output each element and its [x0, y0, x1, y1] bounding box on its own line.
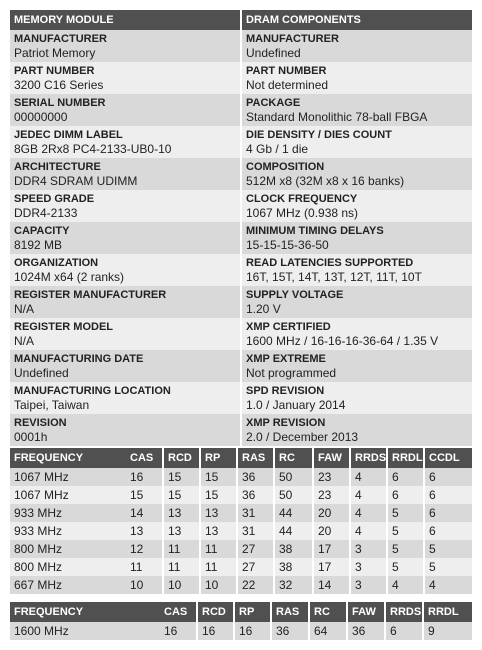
spd-info-columns — [10, 10, 472, 446]
table-cell: 5 — [387, 558, 424, 576]
field-label: COMPOSITION — [246, 161, 325, 173]
table-cell: 32 — [274, 576, 313, 594]
jedec-col-rrds: RRDS — [350, 448, 387, 468]
dram-components-section — [242, 10, 472, 446]
memory-module-header: MEMORY MODULE — [10, 10, 240, 30]
table-cell: 13 — [200, 522, 237, 540]
table-cell: 17 — [313, 540, 350, 558]
table-cell: 16 — [160, 622, 197, 640]
field-value: 1.0 / January 2014 — [246, 398, 346, 412]
table-cell: 13 — [163, 522, 200, 540]
xmp-col-rc: RC — [309, 602, 347, 622]
memory-module-field-part-number — [10, 62, 240, 94]
jedec-col-rp: RP — [200, 448, 237, 468]
field-label: JEDEC DIMM LABEL — [14, 129, 123, 141]
memory-module-field-serial-number — [10, 94, 240, 126]
field-value: 8GB 2Rx8 PC4-2133-UB0-10 — [14, 142, 172, 156]
dram-field-clock-frequency — [242, 190, 472, 222]
field-value: Undefined — [246, 46, 301, 60]
jedec-col-ccdl: CCDL — [424, 448, 472, 468]
table-cell: 4 — [350, 486, 387, 504]
field-label: REVISION — [14, 417, 67, 429]
field-value: N/A — [14, 334, 35, 348]
table-row — [10, 468, 472, 486]
field-value: 16T, 15T, 14T, 13T, 12T, 11T, 10T — [246, 270, 422, 284]
field-value: Taipei, Taiwan — [14, 398, 90, 412]
memory-module-field-manufacturer — [10, 30, 240, 62]
table-cell: 11 — [163, 540, 200, 558]
xmp-col-rp: RP — [234, 602, 271, 622]
table-cell: 10 — [126, 576, 163, 594]
dram-field-part-number — [242, 62, 472, 94]
table-row — [10, 486, 472, 504]
xmp-col-faw: FAW — [347, 602, 385, 622]
table-cell: 6 — [424, 468, 472, 486]
jedec-col-ras: RAS — [237, 448, 274, 468]
field-value: 3200 C16 Series — [14, 78, 104, 92]
table-cell: 11 — [126, 558, 163, 576]
field-label: SPD REVISION — [246, 385, 325, 397]
field-value: 15-15-15-36-50 — [246, 238, 329, 252]
table-cell: 3 — [350, 558, 387, 576]
dram-field-composition — [242, 158, 472, 190]
table-cell: 933 MHz — [10, 504, 126, 522]
jedec-col-faw: FAW — [313, 448, 350, 468]
field-label: SERIAL NUMBER — [14, 97, 106, 109]
memory-module-field-capacity — [10, 222, 240, 254]
field-label: REGISTER MODEL — [14, 321, 114, 333]
table-cell: 4 — [350, 504, 387, 522]
table-row — [10, 576, 472, 594]
table-cell: 5 — [424, 540, 472, 558]
memory-module-field-manufacturing-date — [10, 350, 240, 382]
table-cell: 15 — [200, 486, 237, 504]
xmp-col-rrdl: RRDL — [423, 602, 472, 622]
table-cell: 6 — [424, 522, 472, 540]
xmp-col-frequency: FREQUENCY — [10, 602, 160, 622]
table-cell: 12 — [126, 540, 163, 558]
table-cell: 36 — [347, 622, 385, 640]
dram-field-package — [242, 94, 472, 126]
table-cell: 800 MHz — [10, 558, 126, 576]
table-cell: 4 — [350, 522, 387, 540]
table-cell: 3 — [350, 540, 387, 558]
jedec-col-frequency: FREQUENCY — [10, 448, 126, 468]
table-cell: 36 — [237, 486, 274, 504]
field-label: CAPACITY — [14, 225, 70, 237]
field-value: 1.20 V — [246, 302, 281, 316]
memory-module-field-manufacturing-location — [10, 382, 240, 414]
table-cell: 800 MHz — [10, 540, 126, 558]
table-cell: 5 — [424, 558, 472, 576]
table-row — [10, 540, 472, 558]
field-label: MANUFACTURING DATE — [14, 353, 144, 365]
field-value: 2.0 / December 2013 — [246, 430, 359, 444]
table-cell: 38 — [274, 540, 313, 558]
table-cell: 15 — [163, 468, 200, 486]
field-label: MANUFACTURING LOCATION — [14, 385, 171, 397]
dram-field-xmp-certified — [242, 318, 472, 350]
field-value: 512M x8 (32M x8 x 16 banks) — [246, 174, 405, 188]
memory-module-field-speed-grade — [10, 190, 240, 222]
table-cell: 27 — [237, 558, 274, 576]
table-cell: 4 — [350, 468, 387, 486]
table-cell: 5 — [387, 522, 424, 540]
memory-module-field-register-model — [10, 318, 240, 350]
table-cell: 17 — [313, 558, 350, 576]
field-label: SUPPLY VOLTAGE — [246, 289, 344, 301]
table-cell: 13 — [200, 504, 237, 522]
field-label: MANUFACTURER — [14, 33, 107, 45]
field-label: PART NUMBER — [14, 65, 95, 77]
table-row — [10, 504, 472, 522]
memory-module-field-organization — [10, 254, 240, 286]
dram-field-xmp-revision — [242, 414, 472, 446]
table-cell: 933 MHz — [10, 522, 126, 540]
dram-field-read-latencies-supported — [242, 254, 472, 286]
field-label: XMP REVISION — [246, 417, 326, 429]
table-row — [10, 558, 472, 576]
dram-field-minimum-timing-delays — [242, 222, 472, 254]
table-cell: 15 — [163, 486, 200, 504]
field-value: DDR4-2133 — [14, 206, 78, 220]
table-cell: 50 — [274, 468, 313, 486]
xmp-col-ras: RAS — [271, 602, 309, 622]
table-row — [10, 622, 472, 640]
field-label: XMP CERTIFIED — [246, 321, 331, 333]
field-value: 1600 MHz / 16-16-16-36-64 / 1.35 V — [246, 334, 439, 348]
table-cell: 4 — [387, 576, 424, 594]
table-cell: 31 — [237, 522, 274, 540]
xmp-timings-table — [10, 602, 472, 640]
dram-field-supply-voltage — [242, 286, 472, 318]
jedec-col-rrdl: RRDL — [387, 448, 424, 468]
field-value: 4 Gb / 1 die — [246, 142, 309, 156]
table-cell: 5 — [387, 540, 424, 558]
jedec-col-rc: RC — [274, 448, 313, 468]
dram-field-die-density-dies-count — [242, 126, 472, 158]
xmp-col-rcd: RCD — [197, 602, 234, 622]
table-cell: 27 — [237, 540, 274, 558]
field-value: Not programmed — [246, 366, 337, 380]
field-label: MINIMUM TIMING DELAYS — [246, 225, 384, 237]
table-cell: 5 — [387, 504, 424, 522]
table-cell: 15 — [126, 486, 163, 504]
table-cell: 11 — [163, 558, 200, 576]
jedec-col-cas: CAS — [126, 448, 163, 468]
table-cell: 6 — [387, 468, 424, 486]
field-label: REGISTER MANUFACTURER — [14, 289, 167, 301]
dram-field-spd-revision — [242, 382, 472, 414]
dram-field-manufacturer — [242, 30, 472, 62]
field-value: N/A — [14, 302, 35, 316]
dram-field-xmp-extreme — [242, 350, 472, 382]
table-cell: 11 — [200, 558, 237, 576]
field-label: ORGANIZATION — [14, 257, 99, 269]
memory-module-field-revision — [10, 414, 240, 446]
table-cell: 22 — [237, 576, 274, 594]
memory-module-section — [10, 10, 240, 446]
table-cell: 1067 MHz — [10, 468, 126, 486]
field-label: READ LATENCIES SUPPORTED — [246, 257, 414, 269]
table-cell: 23 — [313, 468, 350, 486]
xmp-col-cas: CAS — [160, 602, 197, 622]
table-cell: 14 — [313, 576, 350, 594]
field-value: 0001h — [14, 430, 48, 444]
field-label: MANUFACTURER — [246, 33, 339, 45]
table-cell: 4 — [424, 576, 472, 594]
field-value: Not determined — [246, 78, 329, 92]
table-cell: 3 — [350, 576, 387, 594]
table-cell: 36 — [237, 468, 274, 486]
dram-components-header: DRAM COMPONENTS — [242, 10, 472, 30]
field-value: 1067 MHz (0.938 ns) — [246, 206, 359, 220]
table-cell: 6 — [385, 622, 423, 640]
table-cell: 6 — [424, 486, 472, 504]
table-cell: 50 — [274, 486, 313, 504]
table-cell: 31 — [237, 504, 274, 522]
table-cell: 16 — [197, 622, 234, 640]
jedec-timings-table — [10, 448, 472, 594]
table-cell: 667 MHz — [10, 576, 126, 594]
table-cell: 64 — [309, 622, 347, 640]
table-cell: 20 — [313, 504, 350, 522]
table-cell: 6 — [387, 486, 424, 504]
field-value: 8192 MB — [14, 238, 63, 252]
field-label: DIE DENSITY / DIES COUNT — [246, 129, 392, 141]
table-cell: 14 — [126, 504, 163, 522]
field-label: SPEED GRADE — [14, 193, 95, 205]
table-cell: 6 — [424, 504, 472, 522]
memory-module-field-architecture — [10, 158, 240, 190]
field-value: 1024M x64 (2 ranks) — [14, 270, 125, 284]
memory-module-field-register-manufacturer — [10, 286, 240, 318]
table-cell: 10 — [163, 576, 200, 594]
table-cell: 13 — [163, 504, 200, 522]
jedec-col-rcd: RCD — [163, 448, 200, 468]
field-value: Patriot Memory — [14, 46, 96, 60]
table-cell: 1600 MHz — [10, 622, 160, 640]
memory-module-field-jedec-dimm-label — [10, 126, 240, 158]
table-cell: 13 — [126, 522, 163, 540]
table-cell: 36 — [271, 622, 309, 640]
table-cell: 44 — [274, 522, 313, 540]
field-label: PART NUMBER — [246, 65, 327, 77]
table-cell: 11 — [200, 540, 237, 558]
table-cell: 1067 MHz — [10, 486, 126, 504]
table-cell: 20 — [313, 522, 350, 540]
xmp-col-rrds: RRDS — [385, 602, 423, 622]
field-label: ARCHITECTURE — [14, 161, 101, 173]
table-cell: 16 — [126, 468, 163, 486]
field-label: XMP EXTREME — [246, 353, 326, 365]
table-cell: 10 — [200, 576, 237, 594]
table-cell: 23 — [313, 486, 350, 504]
table-cell: 15 — [200, 468, 237, 486]
field-value: DDR4 SDRAM UDIMM — [14, 174, 138, 188]
field-value: Undefined — [14, 366, 69, 380]
table-cell: 9 — [423, 622, 472, 640]
field-label: CLOCK FREQUENCY — [246, 193, 358, 205]
field-value: Standard Monolithic 78-ball FBGA — [246, 110, 428, 124]
table-row — [10, 522, 472, 540]
table-cell: 38 — [274, 558, 313, 576]
field-value: 00000000 — [14, 110, 68, 124]
table-cell: 44 — [274, 504, 313, 522]
field-label: PACKAGE — [246, 97, 301, 109]
table-cell: 16 — [234, 622, 271, 640]
